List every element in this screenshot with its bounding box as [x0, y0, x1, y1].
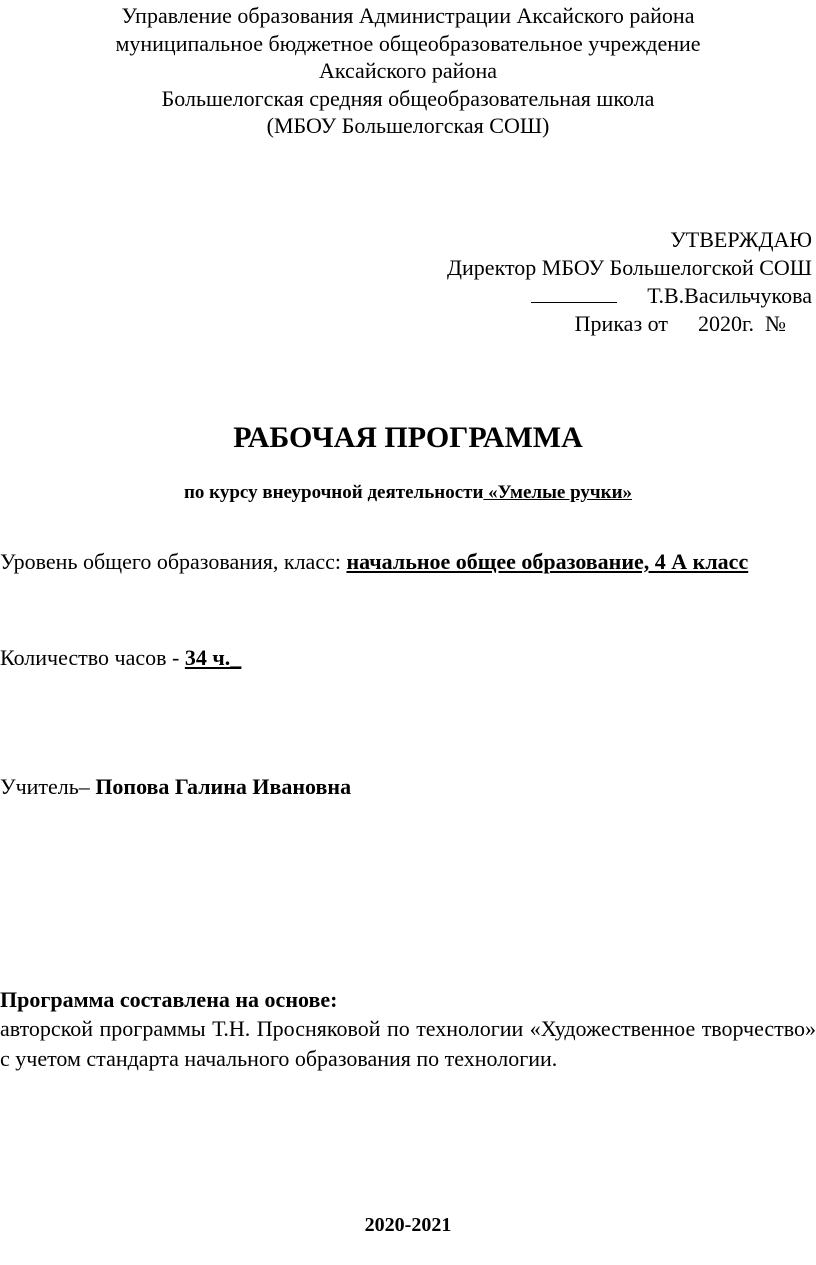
- order-prefix: Приказ от: [574, 311, 668, 336]
- header-line-2: муниципальное бюджетное общеобразовательное учреждение: [115, 30, 701, 56]
- document-title: РАБОЧАЯ ПРОГРАММА: [233, 421, 583, 454]
- basis-heading: Программа составлена на основе:: [0, 987, 338, 1012]
- hours-count: [0, 644, 241, 672]
- teacher-label: Учитель–: [0, 774, 96, 799]
- course-prefix: по курсу внеурочной деятельности: [183, 482, 484, 503]
- education-level-value: начальное общее образование, 4 А класс: [346, 549, 749, 574]
- academic-year: 2020-2021: [364, 1214, 452, 1236]
- approval-position: Директор МБОУ Большелогской СОШ: [447, 255, 812, 280]
- header-line-1: Управление образования Администрации Аксайского района: [121, 3, 695, 28]
- course-subtitle: [0, 480, 816, 506]
- header-line-3: Аксайского района: [319, 58, 497, 83]
- approval-order: [352, 310, 812, 338]
- director-name: Т.В.Васильчукова: [647, 283, 812, 308]
- hours-value: 34 ч._: [184, 645, 242, 670]
- order-year: 2020г.: [697, 311, 754, 336]
- hours-label: Количество часов -: [0, 645, 185, 670]
- header-line-5: (МБОУ Большелогская СОШ): [266, 113, 550, 138]
- teacher-name: Попова Галина Ивановна: [95, 774, 352, 799]
- institution-header: [0, 2, 816, 140]
- teacher-line: [0, 773, 351, 801]
- education-level: [0, 548, 816, 576]
- signature-blank: [531, 282, 617, 303]
- education-level-label: Уровень общего образования, класс:: [0, 549, 347, 574]
- basis-text: авторской программы Т.Н. Просняковой по технологии «Художественное творчество» с учетом стандарта начального образования по технологии.: [0, 1016, 816, 1071]
- order-number-sign: №: [765, 311, 786, 336]
- approval-heading: УТВЕРЖДАЮ: [670, 227, 812, 252]
- course-name: «Умелые ручки»: [483, 482, 633, 503]
- approval-block: [352, 226, 812, 338]
- header-line-4: Большелогская средняя общеобразовательная школа: [161, 85, 655, 111]
- approval-signature-line: [352, 282, 812, 310]
